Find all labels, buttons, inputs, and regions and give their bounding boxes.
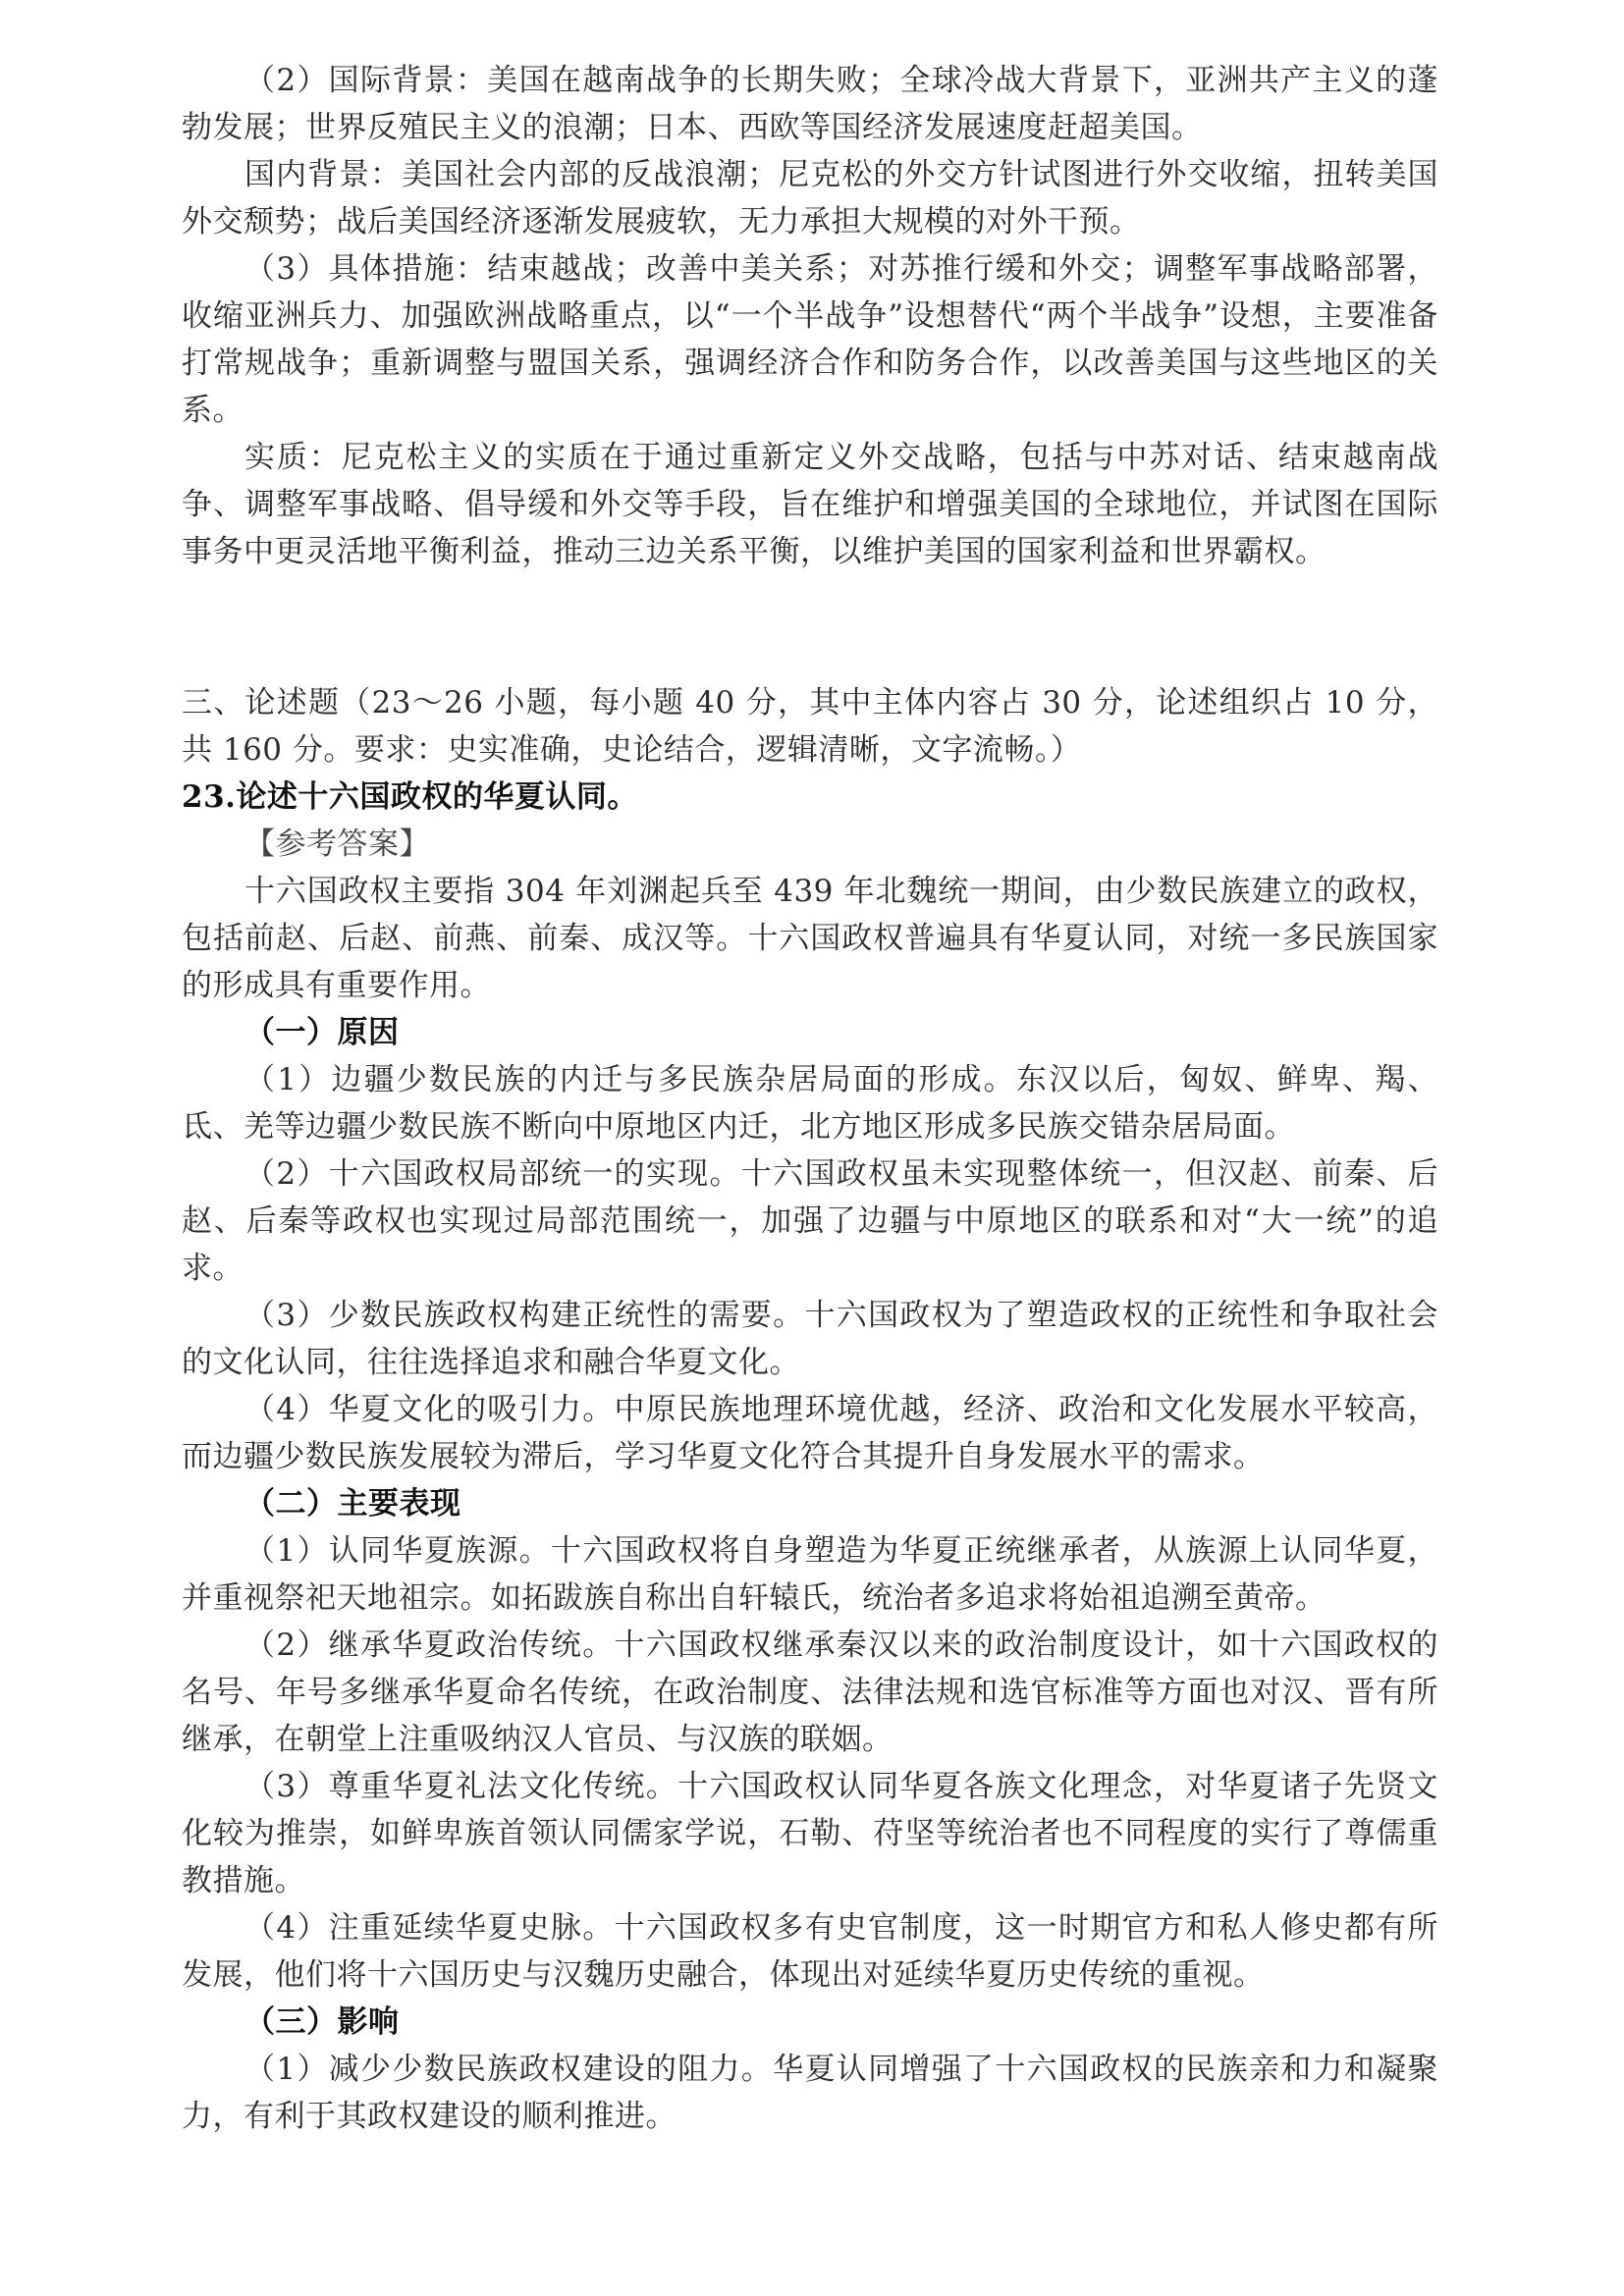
heading-manifestations: （二）主要表现	[244, 1486, 461, 1522]
paragraph: （2）国际背景：美国在越南战争的长期失败；全球冷战大背景下，亚洲共产主义的蓬勃发展；世界反殖民主义的浪潮；日本、西欧等国经济发展速度赶超美国。	[182, 63, 1438, 145]
spacer	[182, 575, 1438, 679]
cause-paragraph: （3）少数民族政权构建正统性的需要。十六国政权为了塑造政权的正统性和争取社会的文化认同，往往选择追求和融合华夏文化。	[182, 1298, 1438, 1380]
heading-effects: （三）影响	[244, 2004, 400, 2040]
section-title: 三、论述题（23～26 小题，每小题 40 分，其中主体内容占 30 分，论述组织占 10 分，共 160 分。要求：史实准确，史论结合，逻辑清晰，文字流畅。）	[182, 685, 1438, 768]
question-title: 23.论述十六国政权的华夏认同。	[182, 779, 638, 815]
manifestation-paragraph: （1）认同华夏族源。十六国政权将自身塑造为华夏正统继承者，从族源上认同华夏，并重视祭祀天地祖宗。如拓跋族自称出自轩辕氏，统治者多追求将始祖追溯至黄帝。	[182, 1533, 1438, 1616]
manifestation-paragraph: （2）继承华夏政治传统。十六国政权继承秦汉以来的政治制度设计，如十六国政权的名号、年号多继承华夏命名传统，在政治制度、法律法规和选官标准等方面也对汉、晋有所继承，在朝堂上注重吸纳汉人官员、与汉族的联姻。	[182, 1628, 1438, 1757]
document-page	[182, 57, 1438, 2140]
manifestation-paragraph: （3）尊重华夏礼法文化传统。十六国政权认同华夏各族文化理念，对华夏诸子先贤文化较为推崇，如鲜卑族首领认同儒家学说，石勒、苻坚等统治者也不同程度的实行了尊儒重教措施。	[182, 1769, 1438, 1898]
paragraph: 国内背景：美国社会内部的反战浪潮；尼克松的外交方针试图进行外交收缩，扭转美国外交颓势；战后美国经济逐渐发展疲软，无力承担大规模的对外干预。	[182, 157, 1438, 240]
cause-paragraph: （1）边疆少数民族的内迁与多民族杂居局面的形成。东汉以后，匈奴、鲜卑、羯、氐、羌等边疆少数民族不断向中原地区内迁，北方地区形成多民族交错杂居局面。	[182, 1062, 1438, 1145]
heading-causes: （一）原因	[244, 1015, 400, 1050]
paragraph: 实质：尼克松主义的实质在于通过重新定义外交战略，包括与中苏对话、结束越南战争、调整军事战略、倡导缓和外交等手段，旨在维护和增强美国的全球地位，并试图在国际事务中更灵活地平衡利益，推动三边关系平衡，以维护美国的国家利益和世界霸权。	[182, 440, 1438, 569]
effect-paragraph: （1）减少少数民族政权建设的阻力。华夏认同增强了十六国政权的民族亲和力和凝聚力，有利于其政权建设的顺利推进。	[182, 2052, 1438, 2134]
intro-paragraph: 十六国政权主要指 304 年刘渊起兵至 439 年北魏统一期间，由少数民族建立的政权，包括前赵、后赵、前燕、前秦、成汉等。十六国政权普遍具有华夏认同，对统一多民族国家的形成具有重要作用。	[182, 874, 1438, 1003]
cause-paragraph: （2）十六国政权局部统一的实现。十六国政权虽未实现整体统一，但汉赵、前秦、后赵、后秦等政权也实现过局部范围统一，加强了边疆与中原地区的联系和对“大一统”的追求。	[182, 1156, 1438, 1286]
cause-paragraph: （4）华夏文化的吸引力。中原民族地理环境优越，经济、政治和文化发展水平较高，而边疆少数民族发展较为滞后，学习华夏文化符合其提升自身发展水平的需求。	[182, 1392, 1438, 1474]
paragraph: （3）具体措施：结束越战；改善中美关系；对苏推行缓和外交；调整军事战略部署，收缩亚洲兵力、加强欧洲战略重点，以“一个半战争”设想替代“两个半战争”设想，主要准备打常规战争；重新调整与盟国关系，强调经济合作和防务合作，以改善美国与这些地区的关系。	[182, 251, 1438, 428]
manifestation-paragraph: （4）注重延续华夏史脉。十六国政权多有史官制度，这一时期官方和私人修史都有所发展，他们将十六国历史与汉魏历史融合，体现出对延续华夏历史传统的重视。	[182, 1910, 1438, 1993]
reference-answer-label: 【参考答案】	[244, 827, 430, 862]
